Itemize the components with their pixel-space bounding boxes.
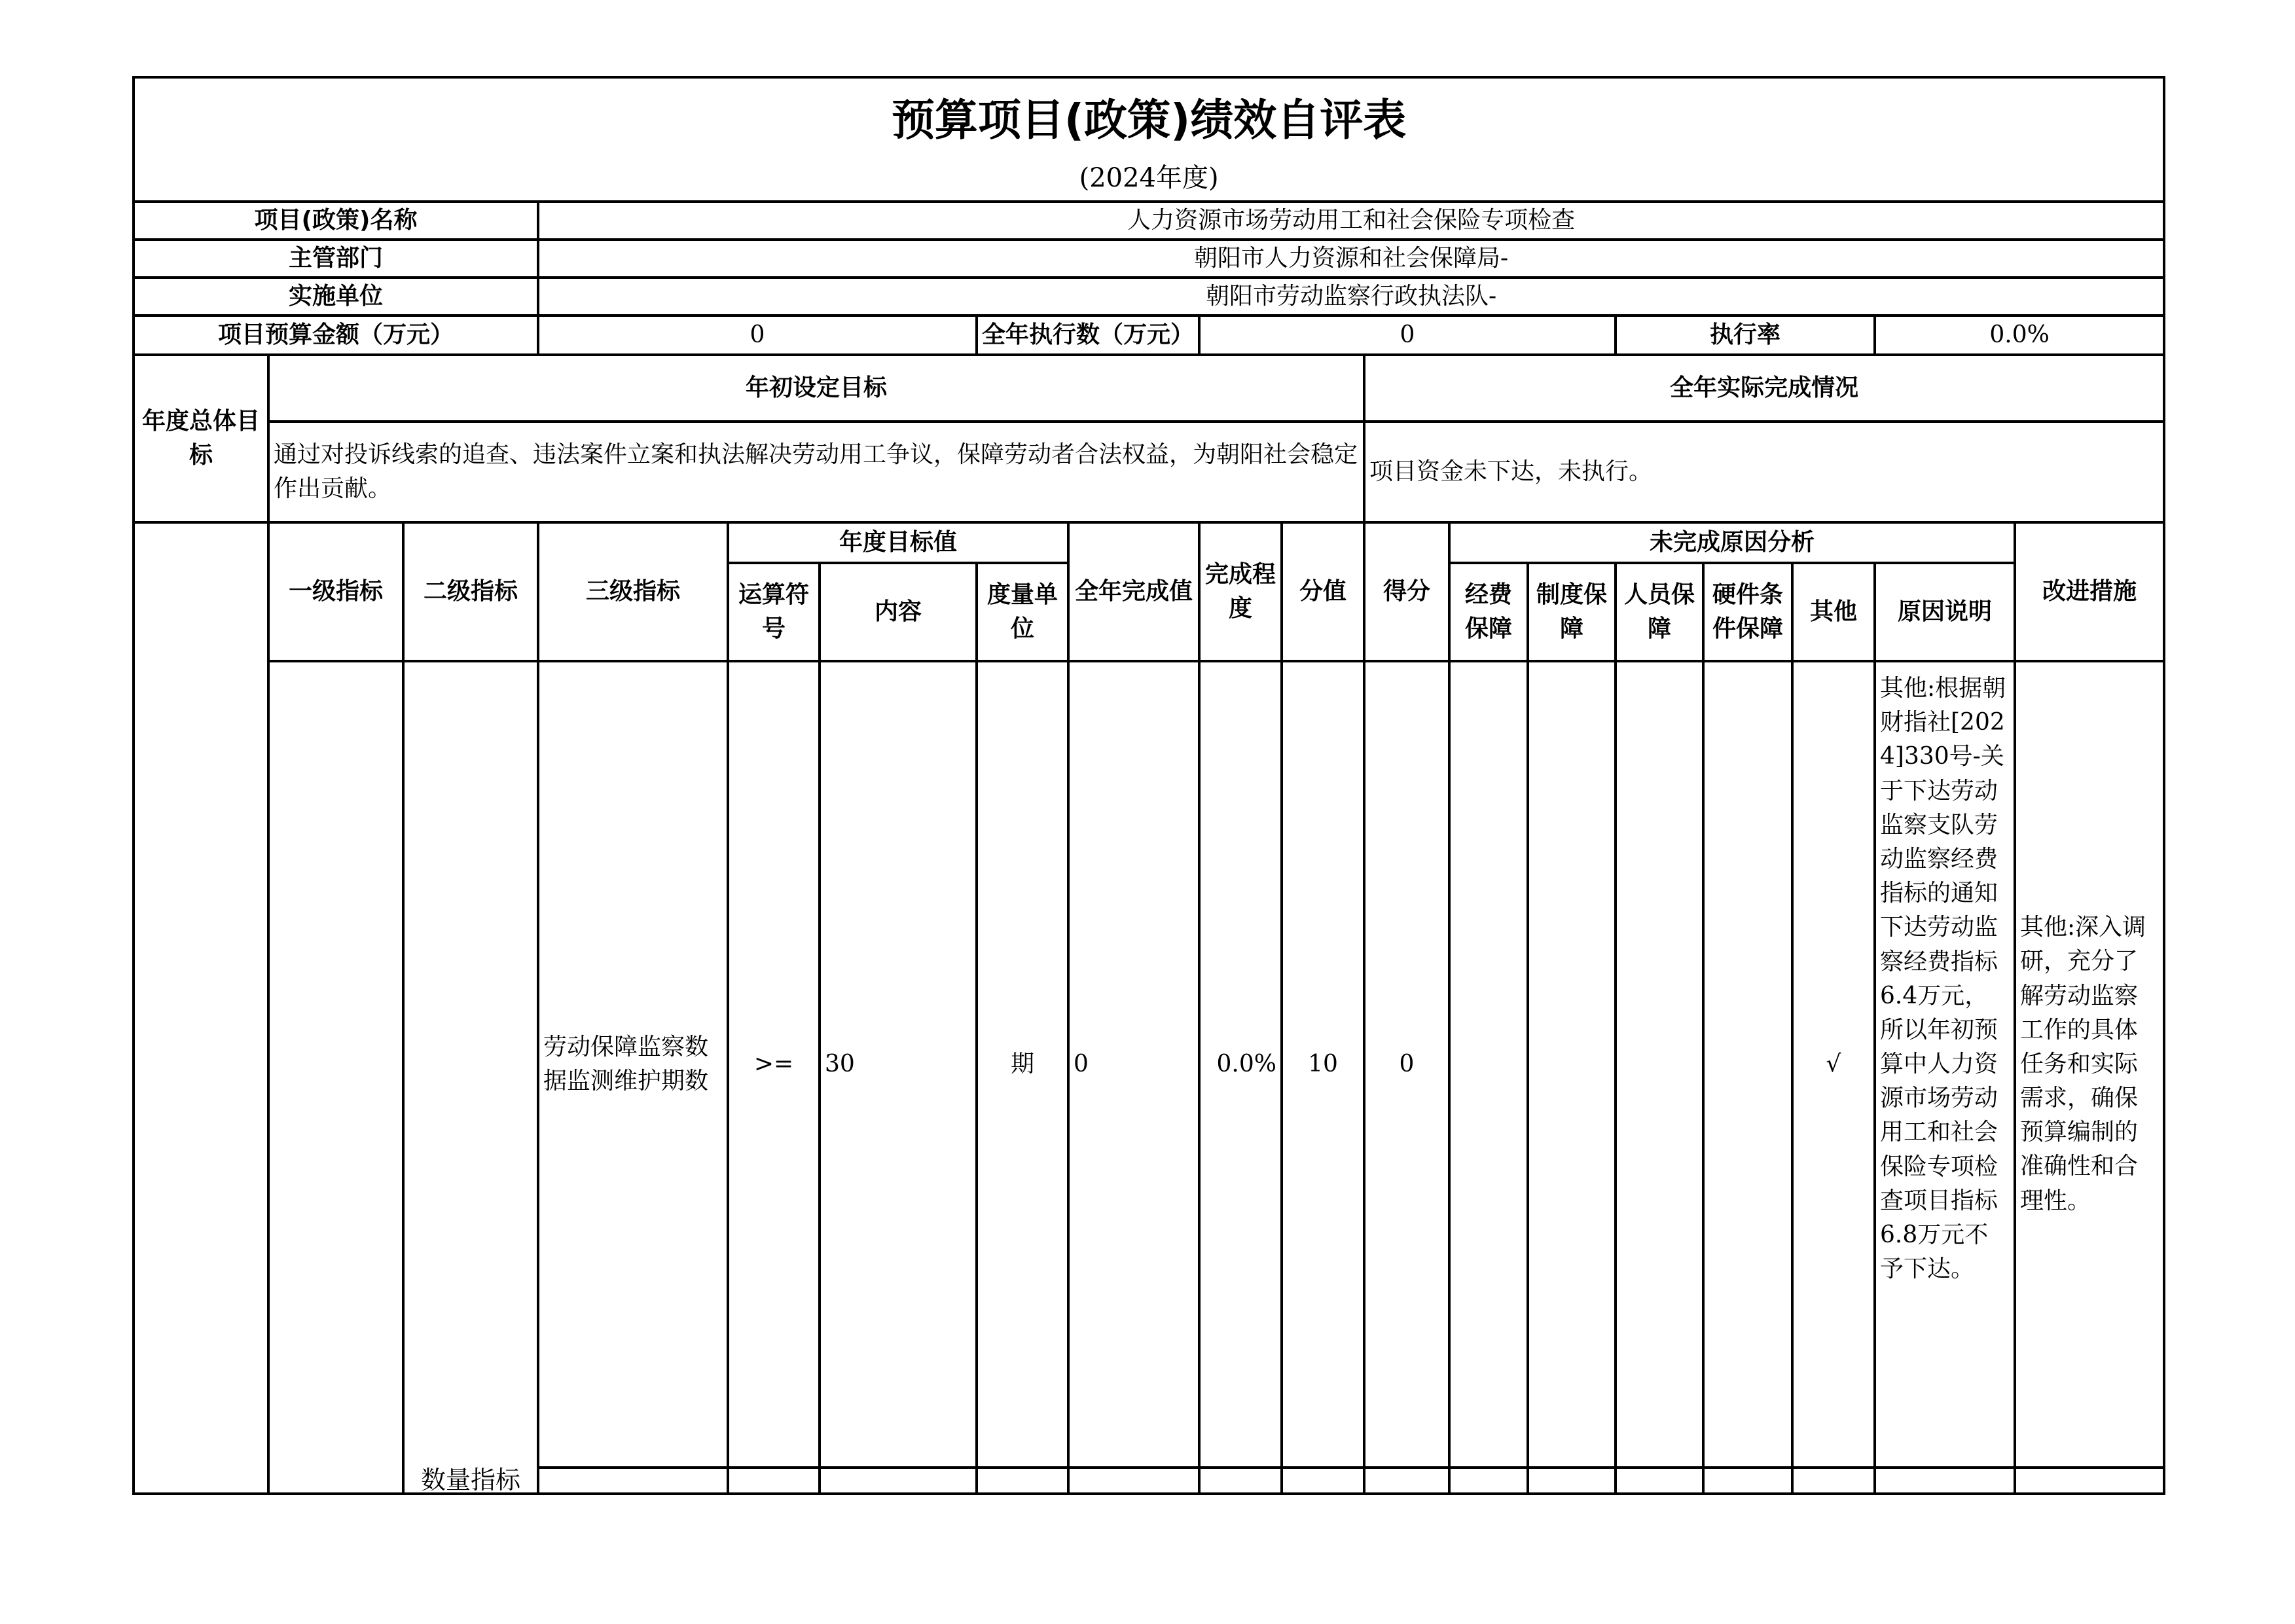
operator-cell: >=	[728, 661, 820, 1468]
rate-value: 0.0%	[1875, 316, 2164, 355]
exec-value: 0	[1199, 316, 1616, 355]
continuation-cell	[2015, 1468, 2164, 1494]
funding-cell	[1449, 661, 1528, 1468]
actual-value-cell: 0	[1068, 661, 1199, 1468]
continuation-cell	[1703, 1468, 1792, 1494]
actual-goal-label: 全年实际完成情况	[1364, 355, 2164, 422]
system-cell	[1528, 661, 1616, 1468]
unit-cell: 期	[977, 661, 1068, 1468]
header-improve: 改进措施	[2015, 522, 2164, 661]
header-funding: 经费保障	[1449, 563, 1528, 661]
level1-cell	[268, 661, 403, 1494]
content-cell: 30	[820, 661, 977, 1468]
personnel-cell	[1616, 661, 1703, 1468]
rate-label: 执行率	[1616, 316, 1875, 355]
header-annual-target: 年度目标值	[728, 522, 1068, 563]
page-title: 预算项目(政策)绩效自评表	[134, 77, 2164, 156]
continuation-cell	[1364, 1468, 1449, 1494]
dept-value: 朝阳市人力资源和社会保障局-	[538, 240, 2164, 278]
exec-label: 全年执行数（万元）	[977, 316, 1199, 355]
header-actual-value: 全年完成值	[1068, 522, 1199, 661]
continuation-cell	[820, 1468, 977, 1494]
actual-goal-text: 项目资金未下达，未执行。	[1364, 422, 2164, 522]
continuation-cell	[1282, 1468, 1364, 1494]
annual-goal-label: 年度总体目标	[134, 355, 268, 522]
initial-goal-text: 通过对投诉线索的追查、违法案件立案和执法解决劳动用工争议，保障劳动者合法权益，为朝阳社会稳定作出贡献。	[268, 422, 1364, 522]
dept-label: 主管部门	[134, 240, 538, 278]
degree-cell: 0.0%	[1199, 661, 1282, 1468]
continuation-cell	[1199, 1468, 1282, 1494]
project-name-value: 人力资源市场劳动用工和社会保险专项检查	[538, 202, 2164, 240]
budget-value: 0	[538, 316, 977, 355]
continuation-cell	[1068, 1468, 1199, 1494]
continuation-cell	[728, 1468, 820, 1494]
header-reason-desc: 原因说明	[1875, 563, 2015, 661]
continuation-cell	[1528, 1468, 1616, 1494]
improve-cell: 其他:深入调研，充分了解劳动监察工作的具体任务和实际需求，确保预算编制的准确性和合理性。	[2015, 661, 2164, 1468]
continuation-cell	[1449, 1468, 1528, 1494]
unit-label: 实施单位	[134, 278, 538, 316]
page-subtitle: (2024年度)	[134, 156, 2164, 202]
evaluation-sheet	[132, 76, 2163, 1494]
continuation-cell	[977, 1468, 1068, 1494]
hardware-cell	[1703, 661, 1792, 1468]
header-degree: 完成程度	[1199, 522, 1282, 661]
header-score-value: 分值	[1282, 522, 1364, 661]
other-check-cell: √	[1792, 661, 1875, 1468]
reason-desc-cell: 其他:根据朝财指社[2024]330号-关于下达劳动监察支队劳动监察经费指标的通知下达劳动监察经费指标6.4万元，所以年初预算中人力资源市场劳动用工和社会保险专项检查项目指标6.8万元不予下达。	[1875, 661, 2015, 1468]
continuation-cell	[1616, 1468, 1703, 1494]
header-level1: 一级指标	[268, 522, 403, 661]
evaluation-table	[132, 76, 2165, 1495]
score-cell: 0	[1364, 661, 1449, 1468]
header-other: 其他	[1792, 563, 1875, 661]
header-personnel: 人员保障	[1616, 563, 1703, 661]
header-score: 得分	[1364, 522, 1449, 661]
initial-goal-label: 年初设定目标	[268, 355, 1364, 422]
header-hardware: 硬件条件保障	[1703, 563, 1792, 661]
header-content: 内容	[820, 563, 977, 661]
unit-value: 朝阳市劳动监察行政执法队-	[538, 278, 2164, 316]
indicator-blank-cell	[134, 522, 268, 1494]
header-level2: 二级指标	[403, 522, 538, 661]
continuation-cell	[538, 1468, 728, 1494]
level3-cell: 劳动保障监察数据监测维护期数	[538, 661, 728, 1468]
header-unit: 度量单位	[977, 563, 1068, 661]
score-value-cell: 10	[1282, 661, 1364, 1468]
header-system: 制度保障	[1528, 563, 1616, 661]
project-name-label: 项目(政策)名称	[134, 202, 538, 240]
level2-cell: 数量指标	[403, 661, 538, 1494]
budget-label: 项目预算金额（万元）	[134, 316, 538, 355]
continuation-cell	[1792, 1468, 1875, 1494]
continuation-cell	[1875, 1468, 2015, 1494]
header-reason-analysis: 未完成原因分析	[1449, 522, 2015, 563]
header-operator: 运算符号	[728, 563, 820, 661]
header-level3: 三级指标	[538, 522, 728, 661]
